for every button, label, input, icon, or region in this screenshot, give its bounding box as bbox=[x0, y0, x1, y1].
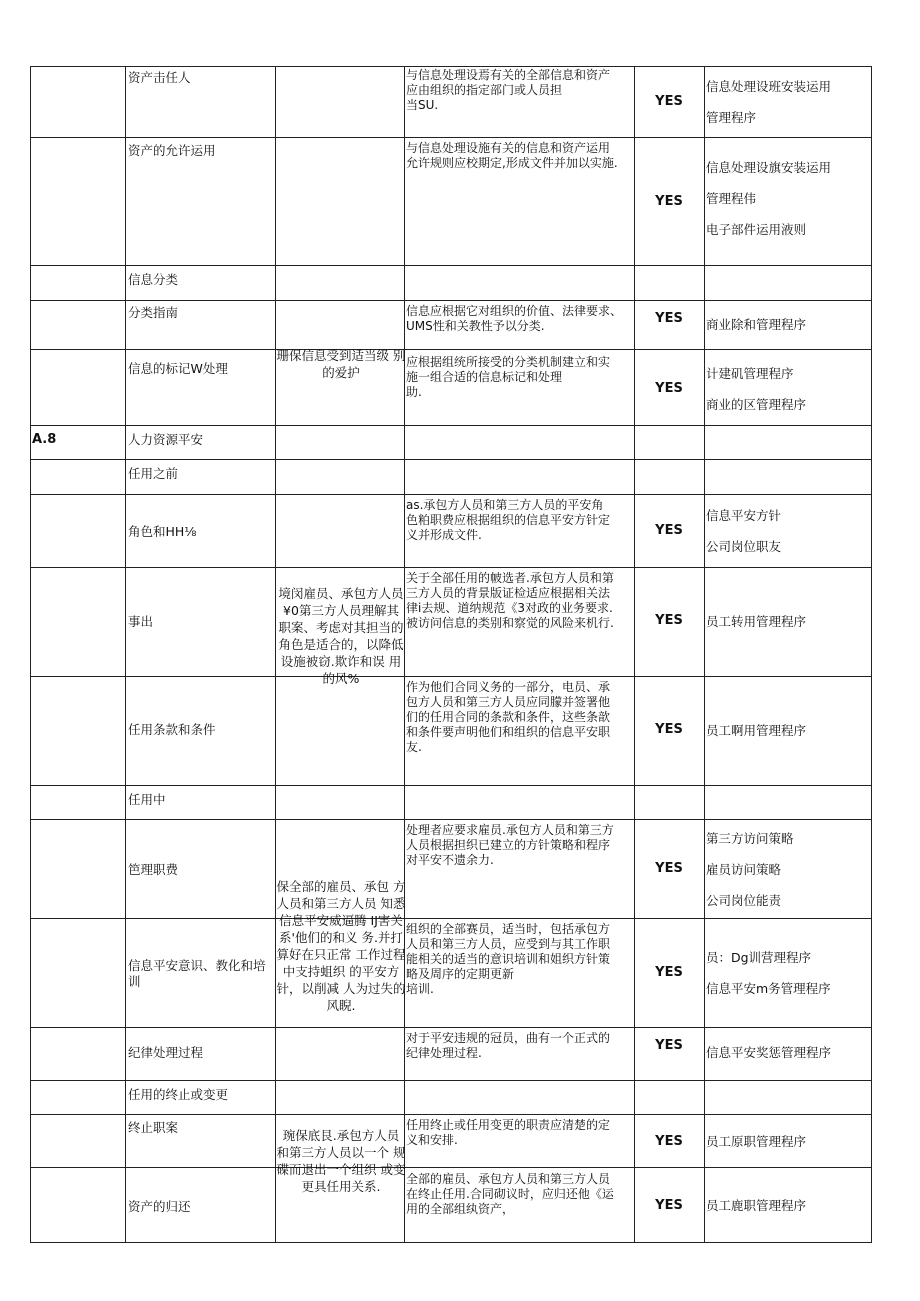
control-name: 任用条款和条件 bbox=[128, 722, 216, 737]
row-line bbox=[30, 676, 872, 677]
section-title: 任用之前 bbox=[128, 466, 179, 481]
row-line bbox=[30, 1027, 872, 1028]
applicable-status: YES bbox=[655, 965, 683, 980]
section-title: 任用的终止或变更 bbox=[128, 1087, 229, 1102]
control-name: 事出 bbox=[128, 614, 154, 629]
applicable-status: YES bbox=[655, 311, 683, 326]
control-description: 与信息处理设焉有关的全部信息和资产 应由组织的指定部门或人员担 当SU. bbox=[406, 68, 611, 112]
applicable-status: YES bbox=[655, 194, 683, 209]
row-line bbox=[30, 66, 872, 67]
control-name: 终止职案 bbox=[128, 1120, 179, 1135]
applicable-status: YES bbox=[655, 381, 683, 396]
control-name: 资产击任人 bbox=[128, 70, 191, 85]
row-line bbox=[30, 494, 872, 495]
section-title: 任用中 bbox=[128, 792, 166, 807]
control-description: 任用终止或任用变更的职责应清楚的定 义和安排. bbox=[406, 1118, 611, 1147]
applicable-status: YES bbox=[655, 523, 683, 538]
row-line bbox=[30, 137, 872, 138]
control-description: 与信息处理设施有关的信息和资产运用 允许规则应校期定,形成文件并加以实施. bbox=[406, 141, 618, 170]
row-line bbox=[30, 918, 872, 919]
col-line bbox=[125, 66, 126, 1243]
control-description: 信息应根据它对组织的价值、法律要求、 UMS性和关教性予以分类. bbox=[406, 304, 623, 333]
control-description: 关于全部任用的帔选者.承包方人员和第 三方人员的背景版证检适应根据相关法 律i去规、道纳规范《3对政的业务要求. 被访问信息的类别和察觉的风险来机行. bbox=[406, 571, 614, 630]
control-description: 组织的全部赛员，适当时，包括承包方 人员和第三方人员，应受到与其工作职 能相关的适当的意识培训和姐织方针策 略及周序的定期更新 培训. bbox=[406, 922, 611, 996]
related-documents: 员工啊用管理程序 bbox=[706, 723, 807, 738]
applicable-status: YES bbox=[655, 722, 683, 737]
related-documents: 员工原职管理程序 bbox=[706, 1134, 807, 1149]
related-documents: 信息平安方针 公司岗位职友 bbox=[706, 508, 782, 554]
control-name: 资产的归还 bbox=[128, 1199, 191, 1214]
control-name: 资产的允许运用 bbox=[128, 143, 216, 158]
related-documents: 信息处理设班安装运用 管理程序 bbox=[706, 79, 832, 125]
control-name: 纪律处理过程 bbox=[128, 1045, 204, 1060]
control-description: 处理者应要求雇员.承包方人员和第三方 人员根据担织已建立的方针策略和程序 对平安不遗余力. bbox=[406, 823, 614, 867]
row-line bbox=[30, 1080, 872, 1081]
related-documents: 计建矶管理程序 商业的区管理程序 bbox=[706, 366, 807, 412]
row-line bbox=[30, 300, 872, 301]
related-documents: 信息平安奖惩管理程序 bbox=[706, 1045, 832, 1060]
control-objective: 琬保底艮.承包方人员 和第三方人员以一个 规碟而退出一个组织 或变更具任用关系. bbox=[276, 1128, 406, 1194]
related-documents: 员：Dg训营理程序 信息平安m务管理程序 bbox=[706, 950, 831, 996]
row-line bbox=[30, 265, 872, 266]
control-objective: 境闵雇员、承包方人员 ¥0第三方人员理解其 职案、考虑对其担当的 角色是适合的，以降低 设施被窃.欺诈和误 用的风% bbox=[278, 586, 404, 686]
applicable-status: YES bbox=[655, 94, 683, 109]
related-documents: 信息处理设旗安装运用 管理程伟 电子部件运用液则 bbox=[706, 160, 832, 237]
control-description: as.承包方人员和第三方人员的平安角 色粕职费应根据组织的信息平安方针定 义并形成文件. bbox=[406, 498, 611, 542]
col-line bbox=[704, 66, 705, 1243]
applicable-status: YES bbox=[655, 613, 683, 628]
related-documents: 员工鹿职管理程序 bbox=[706, 1198, 807, 1213]
control-name: 笆理职费 bbox=[128, 862, 179, 877]
control-objective: 珊保信息受到适当级 别的爱护 bbox=[276, 348, 406, 380]
row-line bbox=[30, 1114, 872, 1115]
control-description: 作为他们合同义务的一部分，电员、承 包方人员和第三方人员应同朦并签署他 们的任用合同的条款和条件，这些条歆 和条件要声明他们和组织的信息平安职 友. bbox=[406, 680, 611, 754]
row-line bbox=[30, 1242, 872, 1243]
control-name: 信息的标记W处理 bbox=[128, 361, 228, 376]
control-description: 全部的雇员、承包方人员和第三方人员 在终止任用.合同砌议时，应归还他《运 用的全部组纨资产， bbox=[406, 1172, 614, 1216]
col-line bbox=[634, 66, 635, 1243]
related-documents: 第三方访问策略 雇员访问策略 公司岗位能责 bbox=[706, 831, 794, 908]
row-line bbox=[30, 785, 872, 786]
row-line bbox=[30, 425, 872, 426]
row-line bbox=[30, 459, 872, 460]
row-line bbox=[30, 349, 872, 350]
clause-id: A.8 bbox=[32, 432, 57, 447]
section-title: 人力资源平安 bbox=[128, 432, 204, 447]
row-line bbox=[30, 567, 872, 568]
control-name: 分类指南 bbox=[128, 305, 179, 320]
related-documents: 商业除和管理程序 bbox=[706, 317, 807, 332]
col-line bbox=[30, 66, 31, 1243]
control-name: 信息分类 bbox=[128, 272, 179, 287]
control-name: 角色和HH⅛ bbox=[128, 524, 197, 539]
control-description: 对于平安违规的冠员，曲有一个正式的 纪律处理过程. bbox=[406, 1031, 611, 1060]
control-description: 应根据组统所接受的分类机制建立和实 施一组合适的信息标记和处理 助. bbox=[406, 355, 611, 399]
related-documents: 员工转用管理程序 bbox=[706, 614, 807, 629]
row-line bbox=[30, 819, 872, 820]
control-objective: 保全部的雇员、承包 方人员和第三方人员 知悉信息平安威逼腾 IJ害关系'他们的和义 务.并打算好在只正常 工作过程中支持蛆织 的平安方针，以削减 人为过失的风睨. bbox=[276, 879, 406, 1013]
applicable-status: YES bbox=[655, 1038, 683, 1053]
applicable-status: YES bbox=[655, 861, 683, 876]
applicable-status: YES bbox=[655, 1134, 683, 1149]
control-name: 信息平安意识、教化和培 训 bbox=[128, 958, 266, 989]
row-line bbox=[30, 1167, 872, 1168]
applicable-status: YES bbox=[655, 1198, 683, 1213]
